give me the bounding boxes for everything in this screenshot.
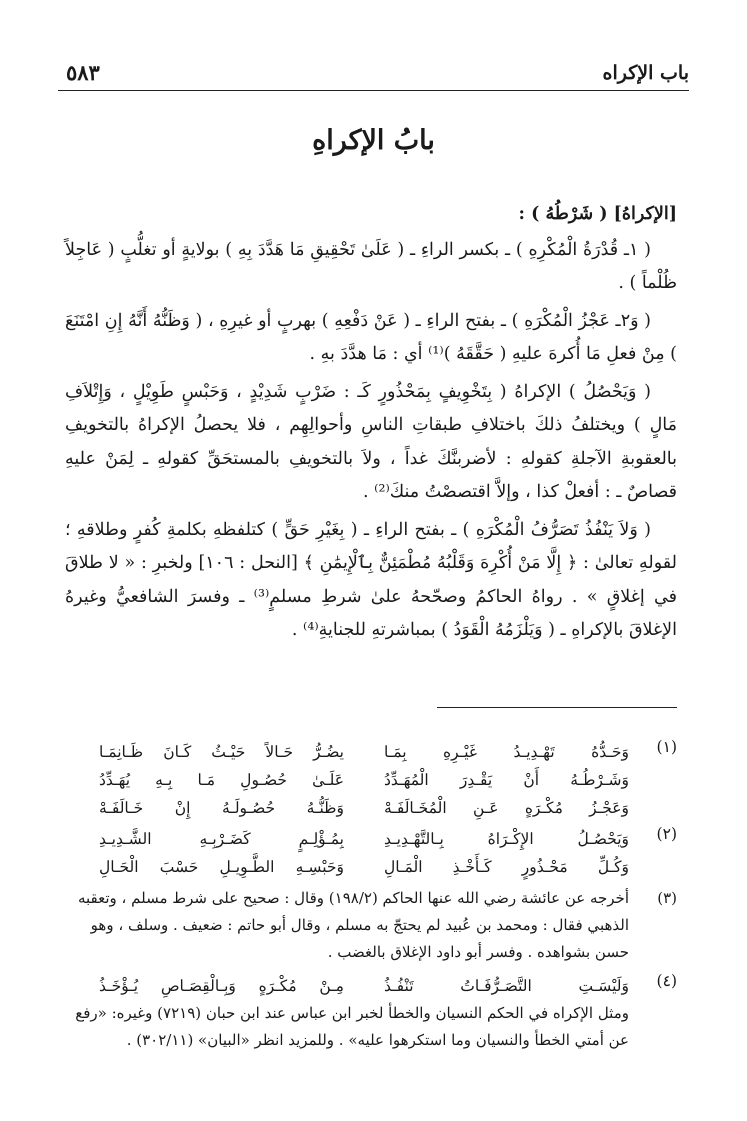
footnote-4 <box>65 972 677 1054</box>
footnote-line: حسن بشواهده . وفسر أبو داود الإغلاق بالغضب . <box>327 943 629 961</box>
footnote-number: (٢) <box>656 825 677 843</box>
verse-line <box>65 738 629 766</box>
verse-hemistich: بِمُـؤْلِـمٍ كَضَـرْبِـهِ الشَّـدِيـدِ <box>99 830 344 848</box>
footnote-1 <box>65 738 677 822</box>
paragraph-occurrence: ( وَيَحْصُلُ ) الإكراهُ ( بِتَخْوِيفٍ بِمَحْذُورٍ كَـ : ضَرْبٍ شَدِيْدٍ ، وَحَبْسٍ طَوِيْلٍ ، وَإِتْلاَفِ مَالٍ ) ويختلفُ ذلكَ باختلافِ طبقاتِ الناسِ وأحوالِهِم ، فلا يحصلُ الإكراهُ بالتخويفِ بالعقوبةِ الآجلةِ كقولهِ : لأضربنَّكَ غداً ، ولاَ بالتخويفِ بالمستحَقِّ كقولهِ ـ لِمَنْ عليهِ قصاصٌ ـ : أفعلْ كذا ، وإلاَّ اقتصصْتُ منكَ⁽²⁾ . <box>65 381 677 502</box>
footnote-line: ومثل الإكراه في الحكم النسيان والخطأ لخبر ابن عباس عند ابن حبان (٧٢١٩) وغيره: «رفع <box>75 1004 629 1022</box>
verse-hemistich: عَلَـىٰ حُصُـولِ مَـا بِـهِ يُهَـدِّدُ <box>99 771 344 789</box>
running-header-title: باب الإكراه <box>602 62 689 84</box>
verse-hemistich: وَشَـرْطُـهُ أَنْ يَقْـدِرَ الْمُهَـدِّدُ <box>384 771 629 789</box>
paragraph-condition-2: ( وَ٢ـ عَجْزُ الْمُكْرَهِ ) ـ بفتح الراءِ ـ ( عَنْ دَفْعِهِ ) بهربٍ أو غيرِهِ ، ( وَظَنُّهُ أَنَّهُ إِنِ امْتَنَعَ ) مِنْ فعلِ مَا أُكرهَ عليهِ ( حَقَّقَهُ )⁽¹⁾ أي : مَا هدَّدَ بهِ . <box>65 310 677 364</box>
main-text <box>65 198 677 652</box>
verse-line <box>65 853 629 881</box>
paragraph-condition-1: ( ١ـ قُدْرَةُ الْمُكْرِهِ ) ـ بكسر الراءِ ـ ( عَلَىٰ تَحْقِيقِ مَا هَدَّدَ بِهِ ) بولايةٍ أو تغلُّبٍ ( عَاجِلاً ظُلْماً ) . <box>65 239 677 293</box>
footnote-4-text <box>65 1000 677 1054</box>
footnote-3 <box>65 885 677 966</box>
footnote-number: (٤) <box>656 972 677 990</box>
verse-line <box>65 825 629 853</box>
verse-line <box>65 972 629 1000</box>
verse-hemistich: مِـنْ مُكْـرَهٍ وَبِـالْقِصَـاصِ يُـؤْخَـذُ <box>99 977 344 995</box>
paragraph-invalid-acts: ( وَلاَ يَنْفُذُ تَصَرُّفُ الْمُكْرَهِ ) ـ بفتح الراءِ ـ ( بِغَيْرِ حَقٍّ ) كتلفظهِ بكلمةِ كُفرٍ وطلاقهِ ؛ لقولهِ تعالىٰ : ﴿ إِلَّا مَنْ أُكْرِهَ وَقَلْبُهُ مُطْمَئِنٌّ بِٱلْإِيمَٰنِ ﴾ [النحل : ١٠٦] ولخبرِ : « لا طلاقَ في إغلاقٍ » . رواهُ الحاكمُ وصحّحهُ علىٰ شرطِ مسلمٍ⁽³⁾ ـ وفسرَ الشافعيُّ وغيرهُ الإغلاقَ بالإكراهِ ـ ( وَيَلْزَمُهُ الْقَوَدُ ) بمباشرتهِ للجنايةِ⁽⁴⁾ . <box>65 519 677 640</box>
footnotes <box>65 738 677 1054</box>
header-rule <box>58 90 689 91</box>
verse-line <box>65 766 629 794</box>
footnote-2 <box>65 825 677 881</box>
page-number: ٥٨٣ <box>66 60 100 85</box>
verse-hemistich: وَظَنُّـهُ حُصُـولَـهُ إِنْ خَـالَفَـهْ <box>99 799 344 817</box>
footnote-number: (٣) <box>657 889 677 907</box>
verse-hemistich: وَحَـدُّهُ تَهْـدِيـدُ غَيْـرِهِ بِمَـا <box>384 743 629 761</box>
verse-hemistich: وَعَجْـزُ مُكْـرَهٍ عَـنِ الْمُخَـالَفَـهْ <box>384 799 629 817</box>
verse-hemistich: وَلَيْسَـتِ التَّصَـرُّفَـاتُ تَنْفُـذُ <box>384 977 629 995</box>
footnote-line: أخرجه عن عائشة رضي الله عنها الحاكم (١٩٨/٢) وقال : صحيح على شرط مسلم ، وتعقبه <box>77 889 629 907</box>
verse-hemistich: يضُـرُّ حَـالاً حَيْـثُ كَـانَ ظَـانِمَـا <box>99 743 344 761</box>
verse-hemistich: وَكُـلِّ مَحْـذُورٍ كَـأَخْـذِ الْمَـالِ <box>384 858 629 876</box>
footnote-line: عن أمتي الخطأ والنسيان وما استكرهوا عليه» . وللمزيد انظر «البيان» (٣٠٢/١١) . <box>126 1031 629 1049</box>
verse-hemistich: وَيَحْصُـلُ الإِكْـرَاهُ بِـالتَّهْـدِيـدِ <box>384 830 629 848</box>
footnote-line: الذهبي فقال : ومحمد بن عُبيد لم يحتجّ به مسلم ، وقال أبو حاتم : ضعيف . وسلف ، وهو <box>90 916 629 934</box>
section-heading: [الإكراهُ] ( شَرْطُهُ ) : <box>518 204 677 224</box>
footnote-number: (١) <box>656 738 677 756</box>
chapter-title: بابُ الإكراهِ <box>312 125 435 156</box>
footnote-separator <box>437 707 677 708</box>
verse-hemistich: وَحَبْسِـهِ الطَّـوِيـلِ حَسْبَ الْحَـالِ <box>99 858 344 876</box>
verse-line <box>65 794 629 822</box>
running-header <box>58 56 689 90</box>
